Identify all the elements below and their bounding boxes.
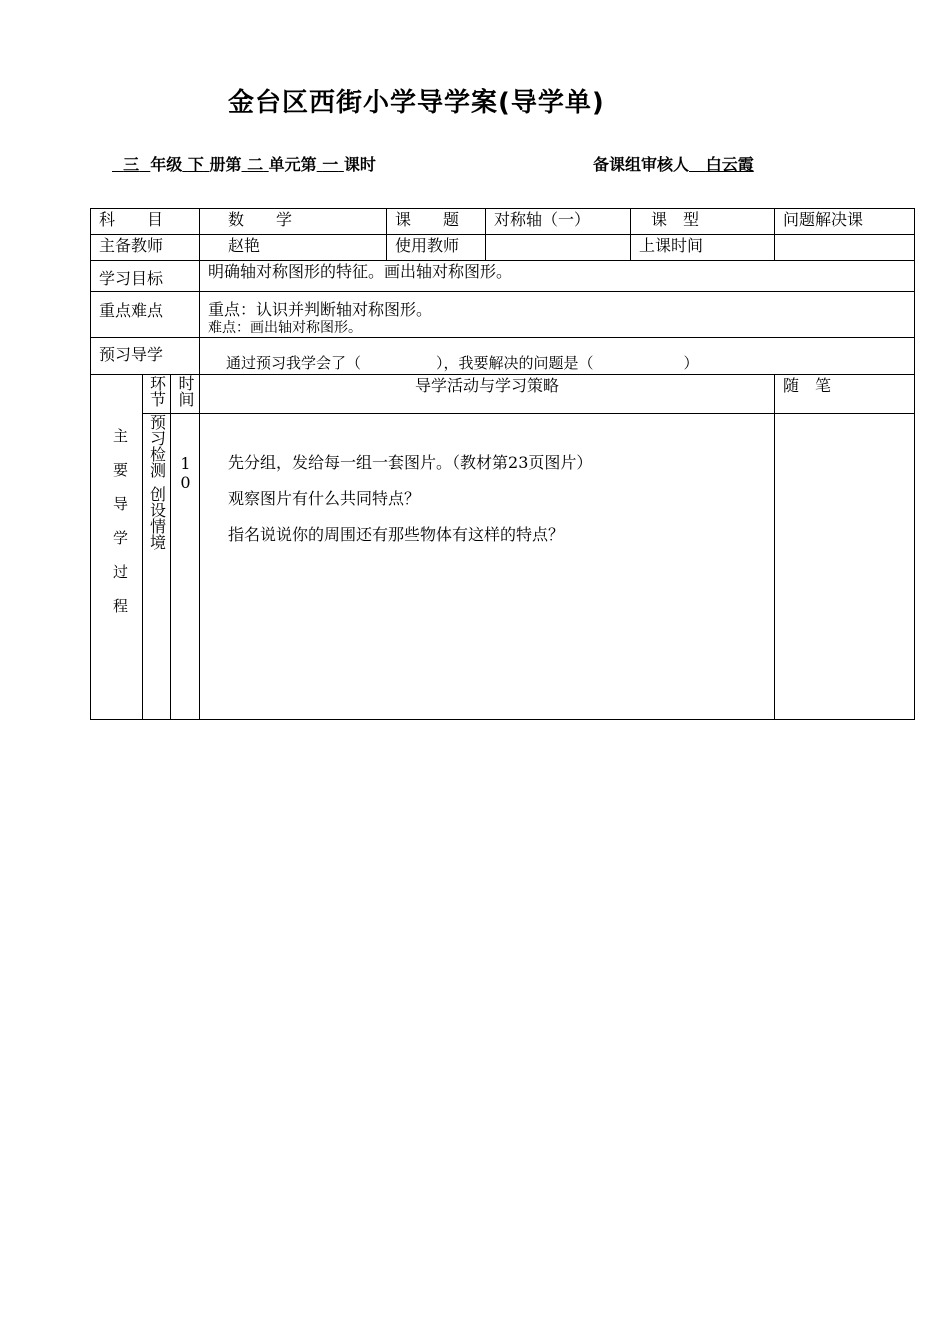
stage-cell <box>143 414 171 720</box>
grade-value: 三 <box>123 155 140 174</box>
reviewer-line <box>593 152 754 175</box>
lesson-value: 一 <box>322 155 339 174</box>
key-label: 重点难点 <box>91 292 200 338</box>
key-point: 重点：认识并判断轴对称图形。 <box>208 300 433 319</box>
side-char: 要 <box>112 461 128 479</box>
time-header: 时间 <box>171 375 200 414</box>
notes-cell <box>775 414 915 720</box>
topic-value: 对称轴（一） <box>486 209 631 235</box>
activity-cell <box>200 414 775 720</box>
using-teacher-label: 使用教师 <box>387 235 486 261</box>
activity-line: 观察图片有什么共同特点？ <box>228 489 421 508</box>
preview-label: 预习导学 <box>91 338 200 375</box>
side-char: 导 <box>112 495 128 513</box>
difficult-point: 难点：画出轴对称图形。 <box>208 320 363 336</box>
activity-header: 导学活动与学习策略 <box>200 375 775 414</box>
goal-value: 明确轴对称图形的特征。画出轴对称图形。 <box>200 261 915 292</box>
key-points <box>200 292 915 338</box>
topic-label: 课 题 <box>387 209 486 235</box>
lesson-label: 课时 <box>343 155 376 174</box>
activity-line: 指名说说你的周围还有那些物体有这样的特点？ <box>228 525 565 544</box>
type-value: 问题解决课 <box>775 209 915 235</box>
unit-value: 二 <box>247 155 264 174</box>
notes-header: 随 笔 <box>775 375 915 414</box>
stage-header: 环节 <box>143 375 171 414</box>
class-time-label: 上课时间 <box>631 235 775 261</box>
goal-label: 学习目标 <box>91 261 200 292</box>
side-char: 程 <box>112 597 128 615</box>
activity-line: 先分组，发给每一组一套图片。（教材第23页图片） <box>228 453 593 472</box>
subject-value: 数 学 <box>200 209 387 235</box>
side-char: 学 <box>112 529 128 547</box>
time-value: 10 <box>176 454 196 492</box>
page-title: 金台区西街小学导学案(导学单) <box>228 88 605 118</box>
reviewer-label: 备课组审核人 <box>593 155 690 174</box>
time-cell <box>171 414 200 720</box>
process-side-label <box>91 375 143 720</box>
stage-create-scene: 创设情境 <box>147 486 167 550</box>
main-teacher-label: 主备教师 <box>91 235 200 261</box>
preview-value: 通过预习我学会了（ ），我要解决的问题是（ ） <box>200 338 915 375</box>
term-label: 册第 <box>209 155 242 174</box>
class-time-value <box>775 235 915 261</box>
lesson-info-line <box>112 152 376 175</box>
type-label: 课 型 <box>631 209 775 235</box>
term-value: 下 <box>187 155 204 174</box>
lesson-plan-table <box>90 208 915 720</box>
grade-label: 年级 <box>150 155 183 174</box>
reviewer-value: 白云霞 <box>705 155 754 174</box>
side-char: 过 <box>112 563 128 581</box>
stage-preview-check: 预习检测 <box>147 414 167 478</box>
side-char: 主 <box>112 427 128 445</box>
main-teacher-value: 赵艳 <box>200 235 387 261</box>
subject-label: 科 目 <box>91 209 200 235</box>
using-teacher-value <box>486 235 631 261</box>
unit-label: 单元第 <box>268 155 317 174</box>
